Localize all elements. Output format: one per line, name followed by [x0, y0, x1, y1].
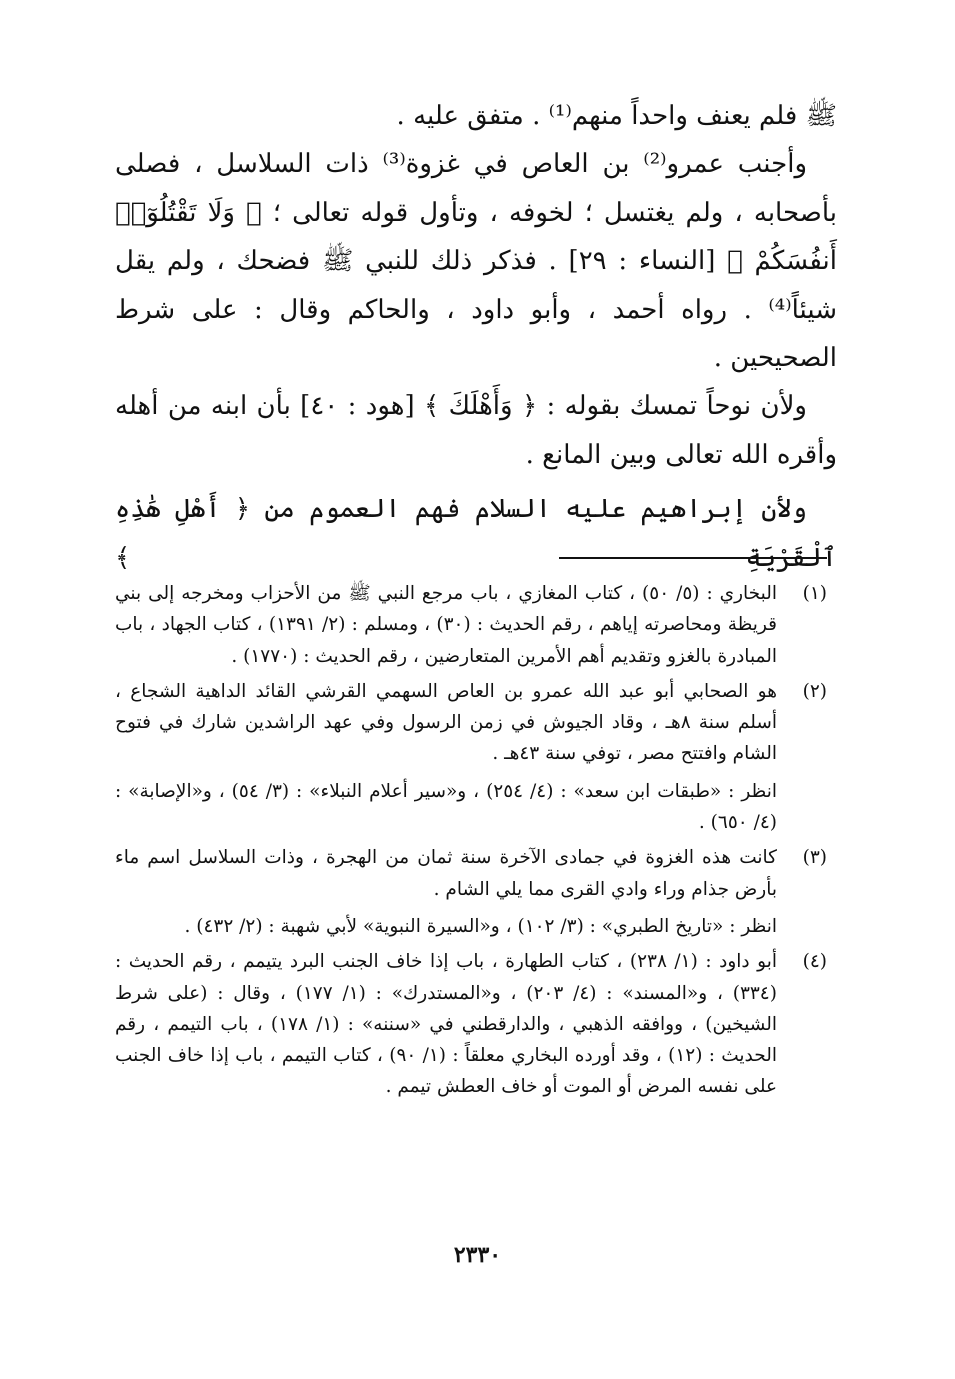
footnote-number: (٤): [802, 951, 827, 973]
footnote-text: كانت هذه الغزوة في جمادى الآخرة سنة ثمان من الهجرة ، وذات السلاسل اسم ماء بأرض جذام وراء وادي القرى مما يلي الشام .: [115, 847, 777, 900]
footnote-text: أبو داود : (١/ ٢٣٨) ، كتاب الطهارة ، باب إذا خاف الجنب البرد يتيمم ، رقم الحديث : (٣٣٤) ، و«المسند» : (٤/ ٢٠٣) ، و«المستدرك» : (١/ ١٧٧) ، وقال : (على شرط الشيخين) ، ووافقه الذهبي ، والدارقطني في «سننه» : (١/ ١٧٨) ، باب التيمم ، رقم الحديث : (١٢) ، وقد أورده البخاري معلقاً : (١/ ٩٠) ، كتاب التيمم ، باب إذا خاف الجنب على نفسه المرض أو الموت أو خاف العطش تيمم .: [115, 951, 777, 1098]
footnote-4: [115, 946, 837, 1102]
footnotes: [115, 578, 837, 1107]
footnote-number: (١): [802, 583, 827, 604]
footnote-text: هو الصحابي أبو عبد الله عمرو بن العاص السهمي القرشي القائد الداهية الشجاع ، أسلم سنة ٨هـ ، وقاد الجيوش في زمن الرسول وفي عهد الراشدين شارك في فتوح الشام وافتتح مصر ، توفي سنة ٤٣هـ .: [115, 680, 777, 765]
footnote-reference: انظر : «طبقات ابن سعد» : (٤/ ٢٥٤) ، و«سير أعلام النبلاء» : (٣/ ٥٤) ، و«الإصابة» : (٤/ ٦٥٠) .: [115, 780, 777, 834]
footnote-separator: [559, 557, 827, 559]
body-paragraph-nuh: ولأن نوحاً تمسك بقوله : ﴿ وَأَهْلَكَ ﴾ [هود : ٤٠] بأن ابنه من أهله وأقره الله تعالى وبين المانع .: [115, 391, 837, 470]
footnote-number: (٣): [802, 847, 827, 869]
page-number: ٢٣٣٠: [453, 1242, 502, 1268]
footnote-2: [115, 676, 837, 838]
body-line-1: ﷺ فلم يعنف واحداً منهم⁽¹⁾ . متفق عليه .: [396, 101, 837, 131]
body-paragraph-amr: وأجنب عمرو⁽²⁾ بن العاص في غزوة⁽³⁾ ذات السلاسل ، فصلى بأصحابه ، ولم يغتسل ؛ لخوفه ، وتأول قوله تعالى ؛ ﴿ وَلَا تَقْتُلُوٓا۟ أَنفُسَكُمْ ﴾ [النساء : ٢٩] . فذكر ذلك للنبي ﷺ فضحك ، ولم يقل شيئاً⁽⁴⁾ . رواه أحمد ، وأبو داود ، والحاكم وقال : على شرط الصحيحين .: [115, 149, 837, 374]
footnote-text: البخاري : (٥/ ٥٠) ، كتاب المغازي ، باب مرجع النبي ﷺ من الأحزاب ومخرجه إلى بني قريظة ومحاصرته إياهم ، رقم الحديث : (٣٠) ، ومسلم : (٢/ ١٣٩١) ، كتاب الجهاد ، باب المبادرة بالغزو وتقديم أهم الأمرين المتعارضين ، رقم الحديث : (١٧٧٠) .: [115, 583, 777, 667]
footnote-1: [115, 578, 837, 672]
body-paragraph-ibrahim: ولأن إبراهيم عليه السلام فهم العموم من ﴿ أَهْلِ هَٰذِهِ ٱلْقَرْيَةِ ﴾: [115, 494, 837, 573]
footnote-reference: انظر : «تاريخ الطبري» : (٣/ ١٠٢) ، و«السيرة النبوية» لأبي شهبة : (٢/ ٤٣٢) .: [184, 915, 777, 937]
footnote-3: [115, 842, 837, 942]
main-text: [115, 92, 837, 582]
footnote-number: (٢): [802, 680, 827, 702]
